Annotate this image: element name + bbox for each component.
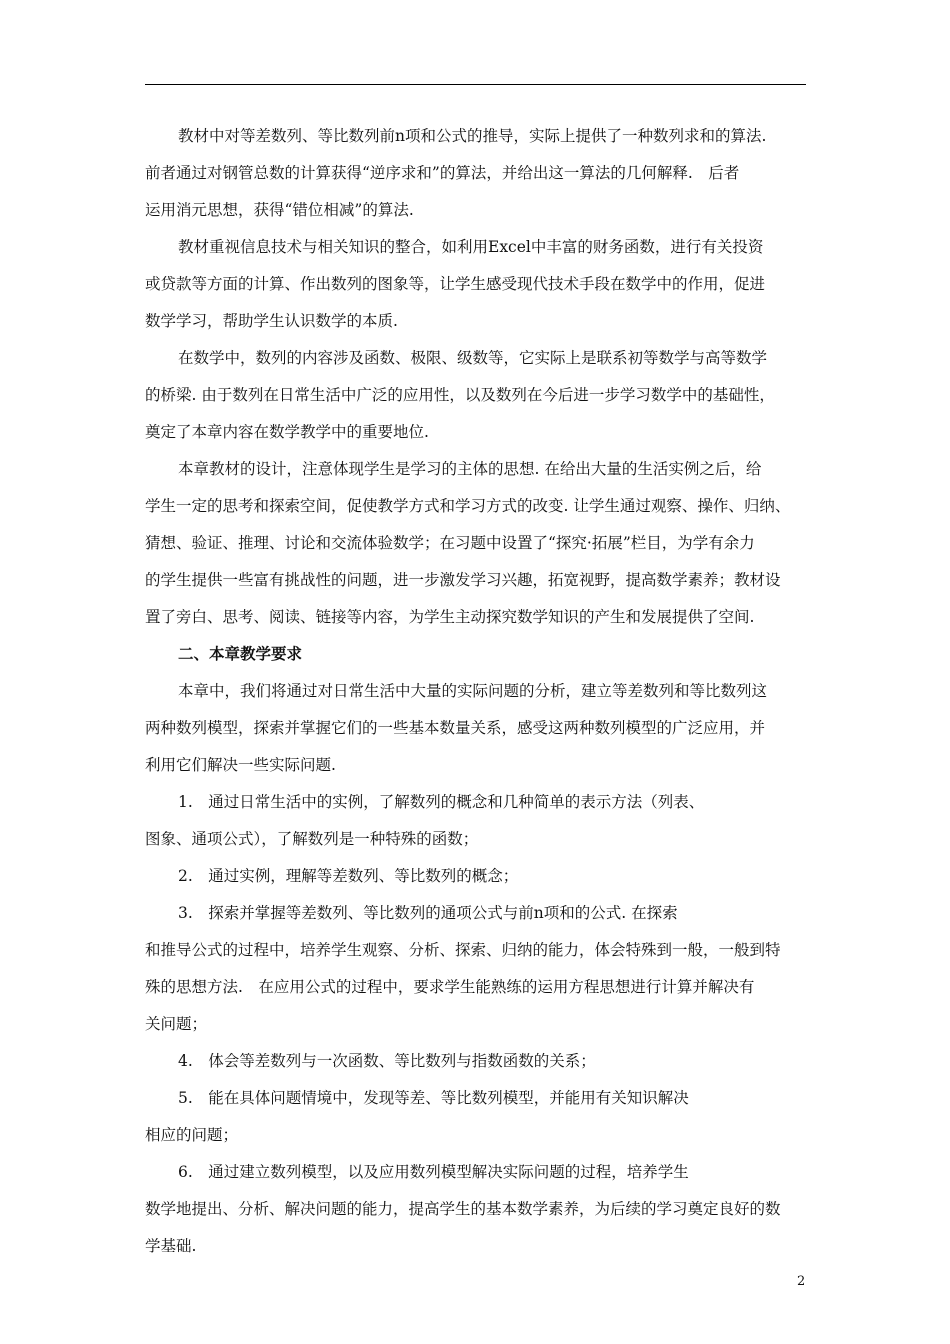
text-line: 5. 能在具体问题情境中，发现等差、等比数列模型，并能用有关知识解决 [178, 1089, 689, 1107]
text-line: 运用消元思想，获得“错位相减”的算法. [145, 201, 414, 219]
page-number: 2 [797, 1274, 806, 1289]
text-line: 或贷款等方面的计算、作出数列的图象等，让学生感受现代技术手段在数学中的作用，促进 [145, 275, 766, 293]
text-line: 1. 通过日常生活中的实例，了解数列的概念和几种简单的表示方法（列表、 [178, 793, 705, 811]
text-line: 数学地提出、分析、解决问题的能力，提高学生的基本数学素养，为后续的学习奠定良好的数 [145, 1200, 781, 1218]
header-rule [145, 84, 806, 85]
text-line: 教材中对等差数列、等比数列前n项和公式的推导，实际上提供了一种数列求和的算法. [178, 127, 767, 145]
text-line: 殊的思想方法. 在应用公式的过程中，要求学生能熟练的运用方程思想进行计算并解决有 [145, 978, 755, 996]
text-line: 本章教材的设计，注意体现学生是学习的主体的思想. 在给出大量的生活实例之后，给 [178, 460, 762, 478]
text-line: 的学生提供一些富有挑战性的问题，进一步激发学习兴趣，拓宽视野，提高数学素养；教材设 [145, 571, 781, 589]
text-line: 2. 通过实例，理解等差数列、等比数列的概念； [178, 867, 519, 885]
text-line: 学基础. [145, 1237, 197, 1255]
text-line: 前者通过对钢管总数的计算获得“逆序求和”的算法，并给出这一算法的几何解释. 后者 [145, 164, 740, 182]
text-line: 教材重视信息技术与相关知识的整合，如利用Excel中丰富的财务函数，进行有关投资 [178, 238, 764, 256]
text-line: 相应的问题； [145, 1126, 239, 1144]
text-line: 图象、通项公式），了解数列是一种特殊的函数； [145, 830, 479, 848]
text-line: 数学学习，帮助学生认识数学的本质. [145, 312, 398, 330]
text-line: 利用它们解决一些实际问题. [145, 756, 336, 774]
text-line: 猜想、验证、推理、讨论和交流体验数学；在习题中设置了“探究·拓展”栏目，为学有余力 [145, 534, 755, 552]
text-line: 6. 通过建立数列模型，以及应用数列模型解决实际问题的过程，培养学生 [178, 1163, 689, 1181]
text-line: 置了旁白、思考、阅读、链接等内容，为学生主动探究数学知识的产生和发展提供了空间. [145, 608, 755, 626]
text-line: 和推导公式的过程中，培养学生观察、分析、探索、归纳的能力，体会特殊到一般，一般到特 [145, 941, 781, 959]
text-line: 奠定了本章内容在数学教学中的重要地位. [145, 423, 429, 441]
text-line: 4. 体会等差数列与一次函数、等比数列与指数函数的关系； [178, 1052, 596, 1070]
text-line: 两种数列模型，探索并掌握它们的一些基本数量关系，感受这两种数列模型的广泛应用，并 [145, 719, 766, 737]
text-line: 学生一定的思考和探索空间，促使教学方式和学习方式的改变. 让学生通过观察、操作、归纳、 [145, 497, 791, 515]
section-heading: 二、本章教学要求 [178, 645, 303, 663]
text-line: 3. 探索并掌握等差数列、等比数列的通项公式与前n项和的公式. 在探索 [178, 904, 678, 922]
text-line: 的桥梁. 由于数列在日常生活中广泛的应用性，以及数列在今后进一步学习数学中的基础性， [145, 386, 775, 404]
text-line: 本章中，我们将通过对日常生活中大量的实际问题的分析，建立等差数列和等比数列这 [178, 682, 768, 700]
text-line: 在数学中，数列的内容涉及函数、极限、级数等，它实际上是联系初等数学与高等数学 [178, 349, 768, 367]
text-line: 关问题； [145, 1015, 208, 1033]
